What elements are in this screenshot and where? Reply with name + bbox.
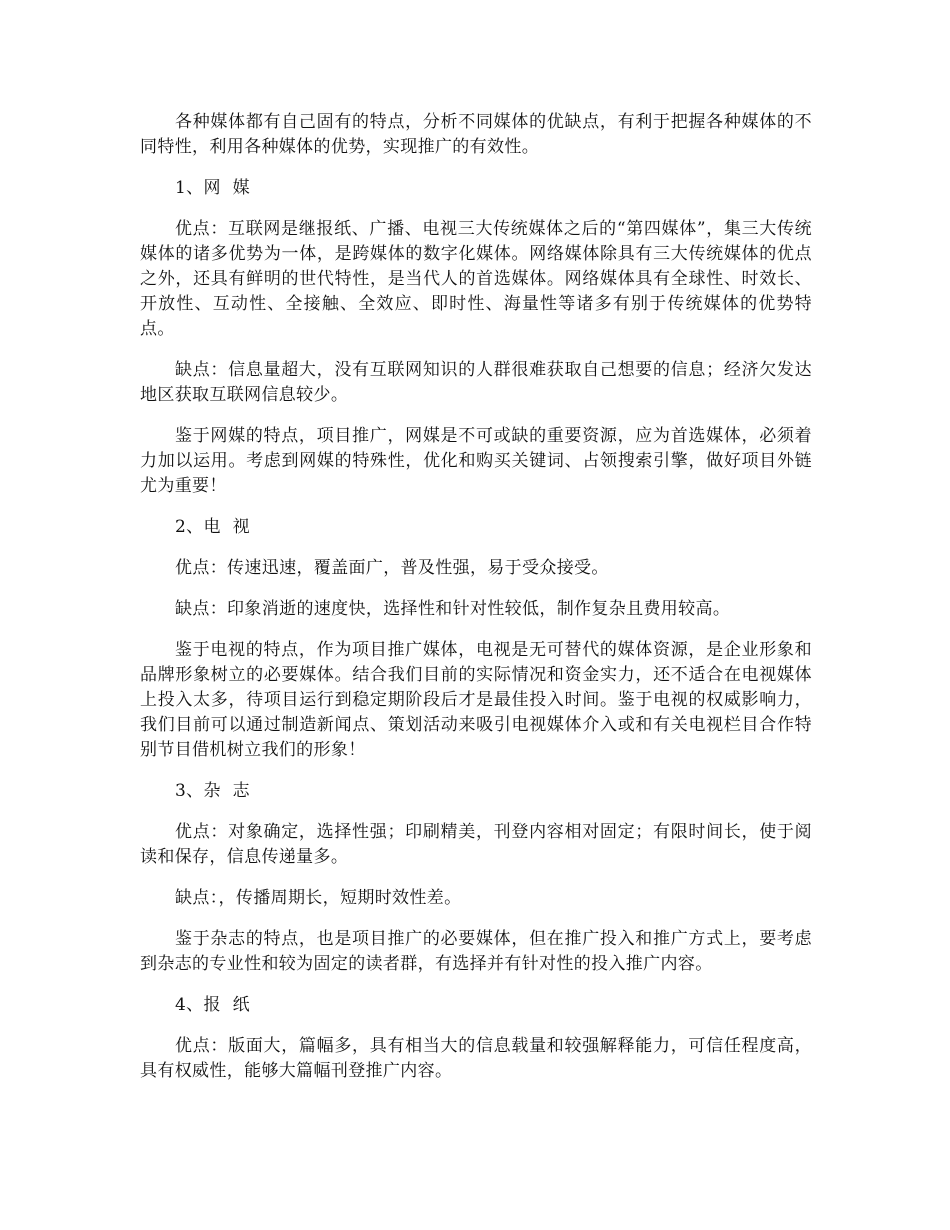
section-heading-magazine: 3、杂 志 <box>175 781 250 801</box>
magazine-disadvantages: 缺点：，传播周期长，短期时效性差。 <box>175 888 462 908</box>
section-heading-web-media: 1、网 媒 <box>175 178 250 198</box>
section-heading-newspaper: 4、报 纸 <box>175 995 250 1015</box>
magazine-advantages: 优点：对象确定，选择性强；印刷精美，刊登内容相对固定；有限时间长，使于阅读和保存，信息传递量多。 <box>140 822 812 867</box>
web-media-disadvantages: 缺点：信息量超大，没有互联网知识的人群很难获取自己想要的信息；经济欠发达地区获取互联网信息较少。 <box>140 360 812 405</box>
web-media-conclusion: 鉴于网媒的特点，项目推广，网媒是不可或缺的重要资源，应为首选媒体，必须着力加以运用。考虑到网媒的特殊性，优化和购买关键词、占领搜索引擎，做好项目外链尤为重要！ <box>140 426 812 496</box>
tv-advantages: 优点：传速迅速，覆盖面广，普及性强，易于受众接受。 <box>175 558 609 578</box>
magazine-conclusion: 鉴于杂志的特点，也是项目推广的必要媒体，但在推广投入和推广方式上，要考虑到杂志的专业性和较为固定的读者群，有选择并有针对性的投入推广内容。 <box>140 929 812 974</box>
newspaper-advantages: 优点：版面大，篇幅多，具有相当大的信息载量和较强解释能力，可信任程度高，具有权威性，能够大篇幅刊登推广内容。 <box>140 1036 812 1081</box>
document-page <box>140 110 812 1100</box>
intro-paragraph: 各种媒体都有自己固有的特点，分析不同媒体的优缺点，有利于把握各种媒体的不同特性，利用各种媒体的优势，实现推广的有效性。 <box>140 112 812 157</box>
section-heading-tv: 2、电 视 <box>175 517 250 537</box>
tv-disadvantages: 缺点：印象消逝的速度快，选择性和针对性较低，制作复杂且费用较高。 <box>175 599 731 619</box>
tv-conclusion: 鉴于电视的特点，作为项目推广媒体，电视是无可替代的媒体资源，是企业形象和品牌形象树立的必要媒体。结合我们目前的实际情况和资金实力，还不适合在电视媒体上投入太多，待项目运行到稳定期阶段后才是最佳投入时间。鉴于电视的权威影响力，我们目前可以通过制造新闻点、策划活动来吸引电视媒体介入或和有关电视栏目合作特别节目借机树立我们的形象！ <box>140 640 812 760</box>
web-media-advantages: 优点：互联网是继报纸、广播、电视三大传统媒体之后的“第四媒体”，集三大传统媒体的诸多优势为一体，是跨媒体的数字化媒体。网络媒体除具有三大传统媒体的优点之外，还具有鲜明的世代特性，是当代人的首选媒体。网络媒体具有全球性、时效长、开放性、互动性、全接触、全效应、即时性、海量性等诸多有别于传统媒体的优势特点。 <box>140 219 812 339</box>
